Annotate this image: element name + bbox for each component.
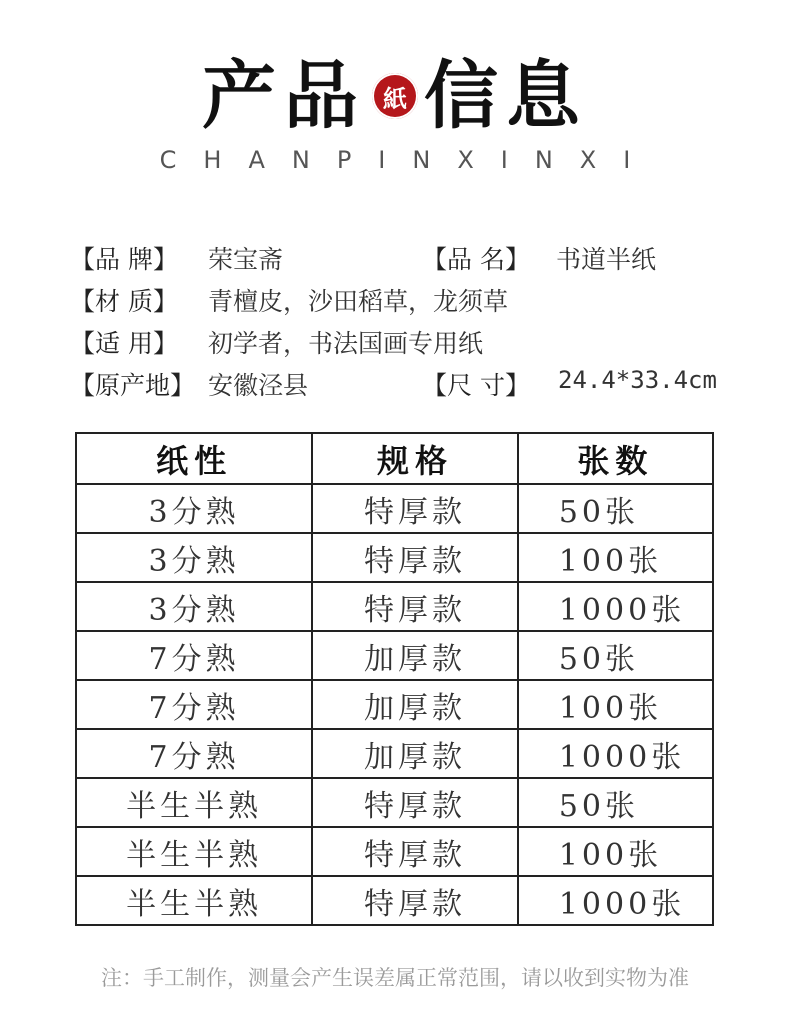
cell-spec: 特厚款 xyxy=(312,827,518,876)
table-row xyxy=(76,680,713,729)
cell-paper-type: 7分熟 xyxy=(76,631,312,680)
size-label: 【尺 寸】 xyxy=(422,371,530,400)
cell-paper-type: 7分熟 xyxy=(76,729,312,778)
cell-spec: 特厚款 xyxy=(312,876,518,925)
table-row xyxy=(76,533,713,582)
cell-spec: 特厚款 xyxy=(312,582,518,631)
page-title xyxy=(0,48,790,144)
cell-spec: 加厚款 xyxy=(312,631,518,680)
header-quantity: 张数 xyxy=(518,433,713,484)
usage-label: 【适 用】 xyxy=(70,329,178,358)
cell-quantity: 1000张 xyxy=(518,876,713,925)
cell-quantity: 50张 xyxy=(518,631,713,680)
cell-quantity: 100张 xyxy=(518,680,713,729)
material-label: 【材 质】 xyxy=(70,287,178,316)
origin-value: 安徽泾县 xyxy=(208,371,309,400)
cell-paper-type: 半生半熟 xyxy=(76,876,312,925)
table-row xyxy=(76,778,713,827)
brand-label: 【品 牌】 xyxy=(70,245,178,274)
material-value: 青檀皮，沙田稻草，龙须草 xyxy=(208,287,509,316)
usage-value: 初学者，书法国画专用纸 xyxy=(208,329,484,358)
cell-spec: 加厚款 xyxy=(312,680,518,729)
cell-spec: 特厚款 xyxy=(312,533,518,582)
cell-spec: 特厚款 xyxy=(312,484,518,533)
info-row-origin xyxy=(70,366,760,408)
table-header-row xyxy=(76,433,713,484)
product-name-label: 【品 名】 xyxy=(422,245,530,274)
size-value: 24.4*33.4cm xyxy=(558,366,717,394)
info-row-brand xyxy=(70,240,760,282)
product-name-value: 书道半纸 xyxy=(556,245,657,274)
disclaimer-note: 注：手工制作，测量会产生误差属正常范围，请以收到实物为准 xyxy=(101,966,689,990)
brand-value: 荣宝斋 xyxy=(208,245,284,274)
cell-spec: 加厚款 xyxy=(312,729,518,778)
cell-spec: 特厚款 xyxy=(312,778,518,827)
cell-paper-type: 半生半熟 xyxy=(76,827,312,876)
info-row-material xyxy=(70,282,760,324)
table-row xyxy=(76,484,713,533)
title-left: 产品 xyxy=(202,53,366,139)
cell-quantity: 50张 xyxy=(518,778,713,827)
cell-paper-type: 7分熟 xyxy=(76,680,312,729)
cell-paper-type: 3分熟 xyxy=(76,582,312,631)
cell-quantity: 100张 xyxy=(518,533,713,582)
table-row xyxy=(76,729,713,778)
cell-quantity: 100张 xyxy=(518,827,713,876)
cell-quantity: 1000张 xyxy=(518,582,713,631)
cell-quantity: 1000张 xyxy=(518,729,713,778)
title-right: 信息 xyxy=(424,53,588,139)
header-paper-type: 纸性 xyxy=(76,433,312,484)
header-spec: 规格 xyxy=(312,433,518,484)
cell-paper-type: 半生半熟 xyxy=(76,778,312,827)
spec-table xyxy=(75,432,714,926)
cell-paper-type: 3分熟 xyxy=(76,484,312,533)
info-row-usage xyxy=(70,324,760,366)
table-row xyxy=(76,876,713,925)
table-row xyxy=(76,582,713,631)
cell-paper-type: 3分熟 xyxy=(76,533,312,582)
cell-quantity: 50张 xyxy=(518,484,713,533)
product-info xyxy=(70,240,760,408)
origin-label: 【原产地】 xyxy=(70,371,196,400)
table-row xyxy=(76,631,713,680)
table-row xyxy=(76,827,713,876)
subtitle-pinyin: CHANPINXINXI xyxy=(159,146,658,174)
seal-stamp: 紙 xyxy=(372,73,418,119)
